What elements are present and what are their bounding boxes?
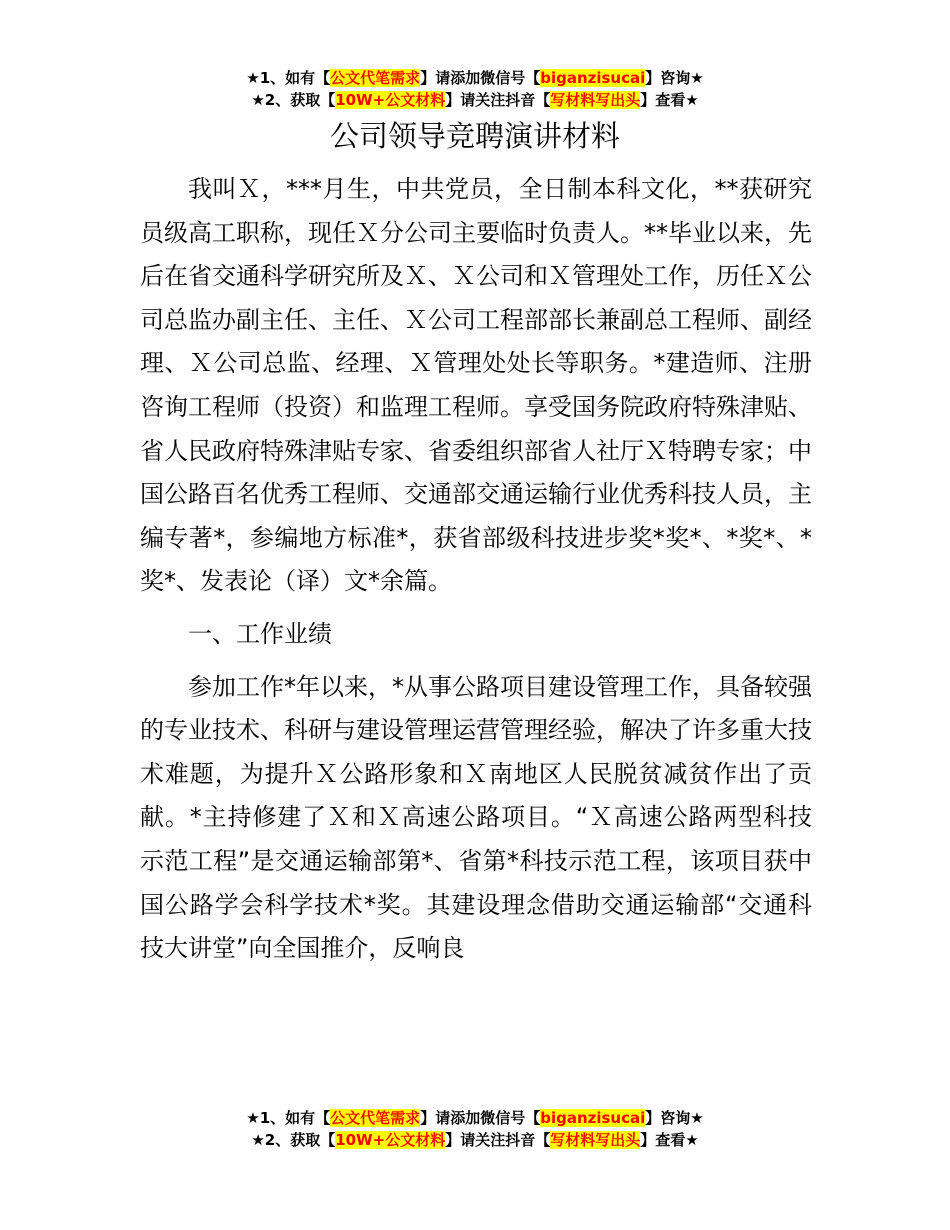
banner-text: 】请关注抖音【 (445, 1131, 551, 1149)
banner-text: ★1、如有【 (246, 69, 331, 87)
bottom-banner (0, 1107, 950, 1151)
banner-text: 】咨询★ (645, 69, 704, 87)
paragraph-intro: 我叫Ｘ，***月生，中共党员，全日制本科文化，**获研究员级高工职称，现任Ｘ分公司主要临时负责人。**毕业以来，先后在省交通科学研究所及Ｘ、Ｘ公司和Ｘ管理处工作，历任Ｘ公司总监办副主任、主任、Ｘ公司工程部部长兼副总工程师、副经理、Ｘ公司总监、经理、Ｘ管理处处长等职务。*建造师、注册咨询工程师（投资）和监理工程师。享受国务院政府特殊津贴、省人民政府特殊津贴专家、省委组织部省人社厅Ｘ特聘专家；中国公路百名优秀工程师、交通部交通运输行业优秀科技人员，主编专著*，参编地方标准*，获省部级科技进步奖*奖*、*奖*、*奖*、发表论（译）文*余篇。 (140, 175, 812, 596)
banner-text: 】查看★ (640, 91, 699, 109)
banner-highlight: 写材料写出头 (550, 1131, 641, 1149)
document-title: 公司领导竞聘演讲材料 (329, 119, 620, 153)
paragraph-work: 参加工作*年以来，*从事公路项目建设管理工作，具备较强的专业技术、科研与建设管理运营管理经验，解决了许多重大技术难题，为提升Ｘ公路形象和Ｘ南地区人民脱贫减贫作出了贡献。*主持修建了Ｘ和Ｘ高速公路项目。“Ｘ高速公路两型科技示范工程”是交通运输部第*、省第*科技示范工程，该项目获中国公路学会科学技术*奖。其建设理念借助交通运输部“交通科技大讲堂”向全国推介，反响良 (140, 672, 812, 963)
banner-text: ★2、获取【 (251, 91, 336, 109)
banner-text: 】请添加微信号【 (420, 1109, 541, 1127)
top-banner (0, 67, 950, 111)
banner-highlight: 10W+公文材料 (335, 1131, 446, 1149)
banner-highlight: 公文代笔需求 (330, 1109, 421, 1127)
banner-highlight: 公文代笔需求 (330, 69, 421, 87)
banner-text: 】咨询★ (645, 1109, 704, 1127)
banner-highlight: biganzisucai (540, 1109, 646, 1127)
banner-line-2 (0, 89, 950, 111)
banner-line-1 (0, 67, 950, 89)
banner-highlight: 写材料写出头 (550, 91, 641, 109)
banner-line-2 (0, 1129, 950, 1151)
banner-highlight: biganzisucai (540, 69, 646, 87)
banner-text: ★1、如有【 (246, 1109, 331, 1127)
banner-highlight: 10W+公文材料 (335, 91, 446, 109)
banner-line-1 (0, 1107, 950, 1129)
banner-text: 】请添加微信号【 (420, 69, 541, 87)
document-body (140, 168, 812, 971)
banner-text: 】查看★ (640, 1131, 699, 1149)
banner-text: ★2、获取【 (251, 1131, 336, 1149)
banner-text: 】请关注抖音【 (445, 91, 551, 109)
section-heading: 一、工作业绩 (188, 619, 332, 648)
